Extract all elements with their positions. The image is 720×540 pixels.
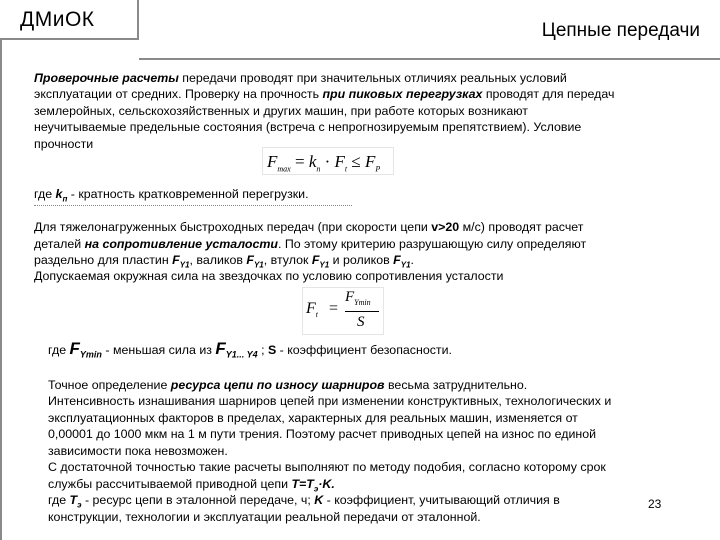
formula1-fp-sub: P (375, 164, 381, 174)
life-formula-sub: э (313, 484, 319, 494)
formula1-fmax-sub: max (277, 164, 291, 174)
fraction-bar (345, 311, 379, 312)
symbol-te: T (69, 493, 78, 507)
slide-title: Цепные передачи (541, 20, 700, 41)
formula2-denominator: S (357, 314, 365, 330)
para1-line1-text: передачи проводят при значительных отличиях реальных условий (178, 71, 567, 85)
formula2-numerator: F (345, 289, 355, 305)
dotted-separator (34, 205, 352, 206)
where1-pre: где (34, 187, 56, 201)
para3-line1 (48, 377, 714, 393)
para3-line6: С достаточной точностью такие расчеты выполняют по методу подобия, согласно которому срок (48, 460, 606, 474)
left-border-line (0, 40, 2, 540)
para3-line4: 0,00001 до 1000 мкм на 1 м пути трения. Поэтому расчет приводных цепей на износ по единой (48, 427, 597, 441)
para3-line8-mid: - ресурс цепи в эталонной передаче, ч; (81, 493, 315, 507)
where2-sep: ; (257, 343, 268, 357)
force-pins-sub: Y1 (253, 260, 264, 270)
para3-line1-rest: весьма затруднительно. (384, 378, 528, 392)
life-formula-k: ·K. (318, 477, 335, 491)
formula1-k: k (308, 152, 317, 171)
formula2-ft-sub: t (315, 310, 319, 320)
where-fymin-line (48, 341, 714, 363)
header-right-box (139, 0, 720, 60)
formula1-fp: F (365, 152, 376, 171)
page-number: 23 (648, 497, 662, 511)
para1-line2 (34, 86, 700, 102)
term-peak-overload: при пиковых перегрузках (322, 87, 483, 101)
para1-line2-rest: проводят для передач (482, 87, 615, 101)
term-chain-wear-life: ресурса цепи по износу шарниров (170, 378, 385, 392)
force-rollers-sub: Y1 (400, 260, 411, 270)
para3-line2: Интенсивность изнашивания шарниров цепей при изменении конструктивных, технологических и (48, 394, 612, 408)
symbol-te-sub: э (77, 500, 82, 510)
para3-line8-pre: где (48, 493, 70, 507)
para2-line1-text: Для тяжелонагруженных быстроходных передач (при скорости цепи (34, 220, 432, 234)
formula-strength-condition (262, 147, 394, 175)
where1-symbol-sub: п (62, 194, 68, 204)
para2-line2-text: деталей (34, 237, 85, 251)
where2-rest: - коэффициент безопасности. (276, 343, 452, 357)
where2-pre: где (48, 343, 70, 357)
where2-safety-symbol: S (267, 343, 277, 357)
para2-line2-rest: . По этому критерию разрушающую силу определяют (277, 237, 587, 251)
para2-line3-a: раздельно для пластин (34, 253, 173, 267)
para1-line5: прочности (34, 137, 94, 151)
para3-line5: зависимости пока невозможен. (48, 444, 228, 458)
force-bushings-sub: Y1 (319, 260, 330, 270)
formula1-le: ≤ (351, 152, 361, 171)
para2-line1-rest: м/с) проводят расчет (459, 220, 584, 234)
force-plates-sub: Y1 (179, 260, 190, 270)
para2-line3-c: , втулок (263, 253, 312, 267)
para1-line2-text: эксплуатации от средних. Проверку на прочность (34, 87, 323, 101)
speed-condition: v>20 (431, 220, 460, 234)
formula1-k-sub: п (316, 164, 321, 174)
formula1-eq: = (294, 152, 305, 171)
formula1-fmax: F (267, 152, 278, 171)
where1-text: - кратность кратковременной перегрузки. (67, 187, 309, 201)
para3-line1-text: Точное определение (48, 378, 171, 392)
formula-allowable-force (302, 287, 384, 335)
header-left-box (0, 0, 139, 40)
para2-line1 (34, 219, 700, 235)
course-title: ДМиОК (20, 8, 95, 31)
formula1-ft-sub: t (344, 164, 348, 174)
where2-symbol-sub: Ymin (79, 349, 102, 360)
term-fatigue-resistance: на сопротивление усталости (84, 237, 278, 251)
life-formula: T=T (291, 477, 314, 491)
where2-symbol2-sub: Y1... Y4 (225, 349, 258, 360)
para2-line3-d: и роликов (329, 253, 394, 267)
force-bushings: F (311, 253, 320, 267)
term-verification-calcs: Проверочные расчеты (34, 71, 179, 85)
para3-line3: эксплуатационных факторов в пределах, характерных для реальных машин, изменяется от (48, 411, 578, 425)
formula2-numerator-sub: Ymin (354, 298, 371, 307)
para2-line4: Допускаемая окружная сила на звездочках по условию сопротивления усталости (34, 269, 504, 283)
where1-symbol: k (55, 187, 63, 201)
formula2-ft: F (306, 300, 316, 317)
para2-line3-e: . (410, 253, 414, 267)
para3-line9: конструкции, технологии и эксплуатации реальной передачи от эталонной. (48, 510, 481, 524)
symbol-k: K (314, 493, 324, 507)
where2-mid: - меньшая сила из (101, 343, 216, 357)
para2-line2 (34, 236, 700, 252)
formula1-dot: · (324, 152, 331, 171)
para1-line4: неучитываемые предельные состояния (встреча с непрогнозируемым препятствием). Условие (34, 120, 582, 134)
where2-symbol: F (69, 339, 80, 358)
force-rollers: F (393, 253, 401, 267)
para3-line8-rest: - коэффициент, учитывающий отличия в (323, 493, 560, 507)
para2-line3-b: , валиков (189, 253, 247, 267)
para1-line3: землеройных, сельскохозяйственных и других машин, при работе которых возникают (34, 104, 528, 118)
para3-line7-text: службы рассчитываемой приводной цепи (48, 477, 292, 491)
force-pins: F (246, 253, 254, 267)
where2-symbol2: F (215, 339, 226, 358)
para1-line1 (34, 70, 700, 86)
force-plates: F (172, 253, 180, 267)
formula2-eq: = (329, 300, 339, 317)
formula1-ft: F (334, 152, 345, 171)
